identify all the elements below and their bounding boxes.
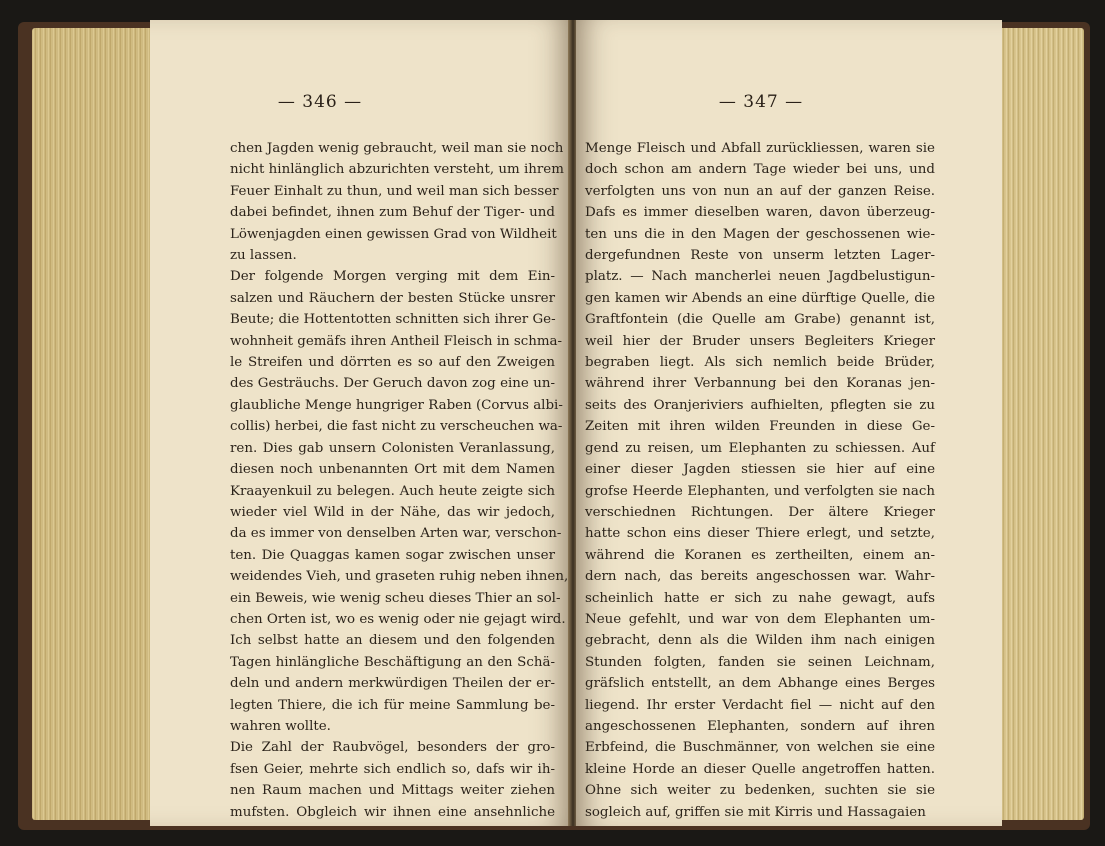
text-line: platz. — Nach mancherlei neuen Jagdbelustigun-: [585, 269, 935, 285]
text-line: Neue gefehlt, und war von dem Elephanten um-: [585, 611, 935, 627]
text-line: grofse Heerde Elephanten, und verfolgten sie nach: [585, 483, 935, 499]
text-line: Kraayenkuil zu belegen. Auch heute zeigte sich: [230, 483, 555, 499]
text-line: während ihrer Verbannung bei den Koranas jen-: [585, 376, 935, 392]
text-line: doch schon am andern Tage wieder bei uns, und: [585, 162, 935, 178]
text-line: weidendes Vieh, und graseten ruhig neben ihnen,: [230, 569, 569, 585]
text-line: ren. Dies gab unsern Colonisten Veranlassung,: [230, 440, 555, 456]
text-line: ein Beweis, wie wenig scheu dieses Thier an sol-: [230, 590, 561, 606]
text-line: kleine Horde an dieser Quelle angetroffen hatten.: [585, 761, 935, 777]
left-page-edges: [32, 28, 150, 820]
right-page: [576, 20, 1002, 826]
text-line: da es immer von denselben Arten war, verschon-: [230, 526, 562, 542]
text-line: collis) herbei, die fast nicht zu verscheuchen wa-: [230, 419, 563, 435]
text-line: dergefundnen Reste von unserm letzten Lager-: [585, 248, 935, 264]
text-line: chen Jagden wenig gebraucht, weil man sie noch: [230, 141, 564, 156]
text-line: begraben liegt. Als sich nemlich beide Brüder,: [585, 355, 935, 371]
text-line: einer dieser Jagden stiessen sie hier auf eine: [585, 462, 935, 478]
text-line: Der folgende Morgen verging mit dem Ein-: [230, 269, 555, 285]
text-line: des Gesträuchs. Der Geruch davon zog eine un-: [230, 376, 555, 392]
text-line: Erbfeind, die Buschmänner, von welchen sie eine: [585, 740, 935, 756]
text-line: Dafs es immer dieselben waren, davon überzeug-: [585, 205, 935, 221]
text-line: fsen Geier, mehrte sich endlich so, dafs wir ih-: [230, 761, 555, 777]
text-line: Löwenjagden einen gewissen Grad von Wildheit: [230, 226, 557, 242]
text-line: zu lassen.: [230, 248, 297, 264]
text-line: weil hier der Bruder unsers Begleiters Krieger: [585, 333, 935, 349]
text-line: hatte schon eins dieser Thiere erlegt, und setzte,: [585, 526, 935, 542]
text-line: Die Zahl der Raubvögel, besonders der gro-: [230, 740, 555, 756]
text-line: nicht hinlänglich abzurichten versteht, um ihrem: [230, 162, 564, 178]
text-line: Menge Fleisch und Abfall zurückliessen, waren sie: [585, 141, 935, 156]
text-line: mufsten. Obgleich wir ihnen eine ansehnliche: [230, 804, 555, 820]
text-line: Beute; die Hottentotten schnitten sich ihrer Ge-: [230, 312, 556, 328]
text-line: legten Thiere, die ich für meine Sammlung be-: [230, 697, 555, 713]
left-page: [150, 20, 570, 826]
text-line: angeschossenen Elephanten, sondern auf ihren: [585, 718, 935, 734]
text-line: seits des Oranjeriviers aufhielten, pflegten sie zu: [585, 397, 935, 413]
text-line: scheinlich hatte er sich zu nahe gewagt, aufs: [585, 590, 935, 606]
text-line: gräfslich entstellt, an dem Abhange eines Berges: [585, 676, 935, 692]
right-page-edges: [1000, 28, 1084, 820]
text-line: ten. Die Quaggas kamen sogar zwischen unser: [230, 547, 555, 563]
text-line: liegend. Ihr erster Verdacht fiel — nicht auf den: [585, 697, 935, 713]
text-line: chen Orten ist, wo es wenig oder nie gejagt wird.: [230, 611, 566, 627]
text-line: verschiednen Richtungen. Der ältere Krieger: [585, 504, 935, 520]
text-line: gebracht, denn als die Wilden ihm nach einigen: [585, 633, 935, 649]
text-line: wahren wollte.: [230, 718, 331, 734]
left-page-text: [230, 138, 569, 823]
text-line: diesen noch unbenannten Ort mit dem Namen: [230, 462, 555, 478]
page-number: — 347 —: [718, 92, 804, 112]
text-line: wohnheit gemäfs ihren Antheil Fleisch in schma-: [230, 333, 563, 349]
text-line: gen kamen wir Abends an eine dürftige Quelle, die: [585, 290, 935, 306]
text-line: wieder viel Wild in der Nähe, das wir jedoch,: [230, 504, 555, 520]
text-line: Zeiten mit ihren wilden Freunden in diese Ge-: [585, 419, 935, 435]
text-line: gend zu reisen, um Elephanten zu schiessen. Auf: [585, 440, 935, 456]
text-line: während die Koranen es zertheilten, einem an-: [585, 547, 935, 563]
right-page-text: [585, 138, 935, 823]
text-line: Graftfontein (die Quelle am Grabe) genannt ist,: [585, 312, 935, 328]
text-line: le Streifen und dörrten es so auf den Zweigen: [230, 355, 555, 371]
text-line: nen Raum machen und Mittags weiter ziehen: [230, 783, 555, 799]
text-line: ten uns die in den Magen der geschossenen wie-: [585, 226, 935, 242]
text-line: salzen und Räuchern der besten Stücke unsrer: [230, 290, 555, 306]
text-line: verfolgten uns von nun an auf der ganzen Reise.: [585, 183, 935, 199]
text-line: Tagen hinlängliche Beschäftigung an den Schä-: [230, 654, 555, 670]
text-line: Ohne sich weiter zu bedenken, suchten sie sie: [585, 783, 935, 799]
text-line: deln und andern merkwürdigen Theilen der er-: [230, 676, 555, 692]
text-line: Feuer Einhalt zu thun, und weil man sich besser: [230, 183, 559, 199]
text-line: Stunden folgten, fanden sie seinen Leichnam,: [585, 654, 935, 670]
text-line: sogleich auf, griffen sie mit Kirris und Hassagaien: [585, 804, 926, 820]
text-line: glaubliche Menge hungriger Raben (Corvus albi-: [230, 397, 563, 413]
text-line: dern nach, das bereits angeschossen war. Wahr-: [585, 569, 935, 585]
text-line: dabei befindet, ihnen zum Behuf der Tiger- und: [230, 205, 555, 221]
page-number: — 346 —: [277, 92, 363, 112]
text-line: Ich selbst hatte an diesem und den folgenden: [230, 633, 555, 649]
